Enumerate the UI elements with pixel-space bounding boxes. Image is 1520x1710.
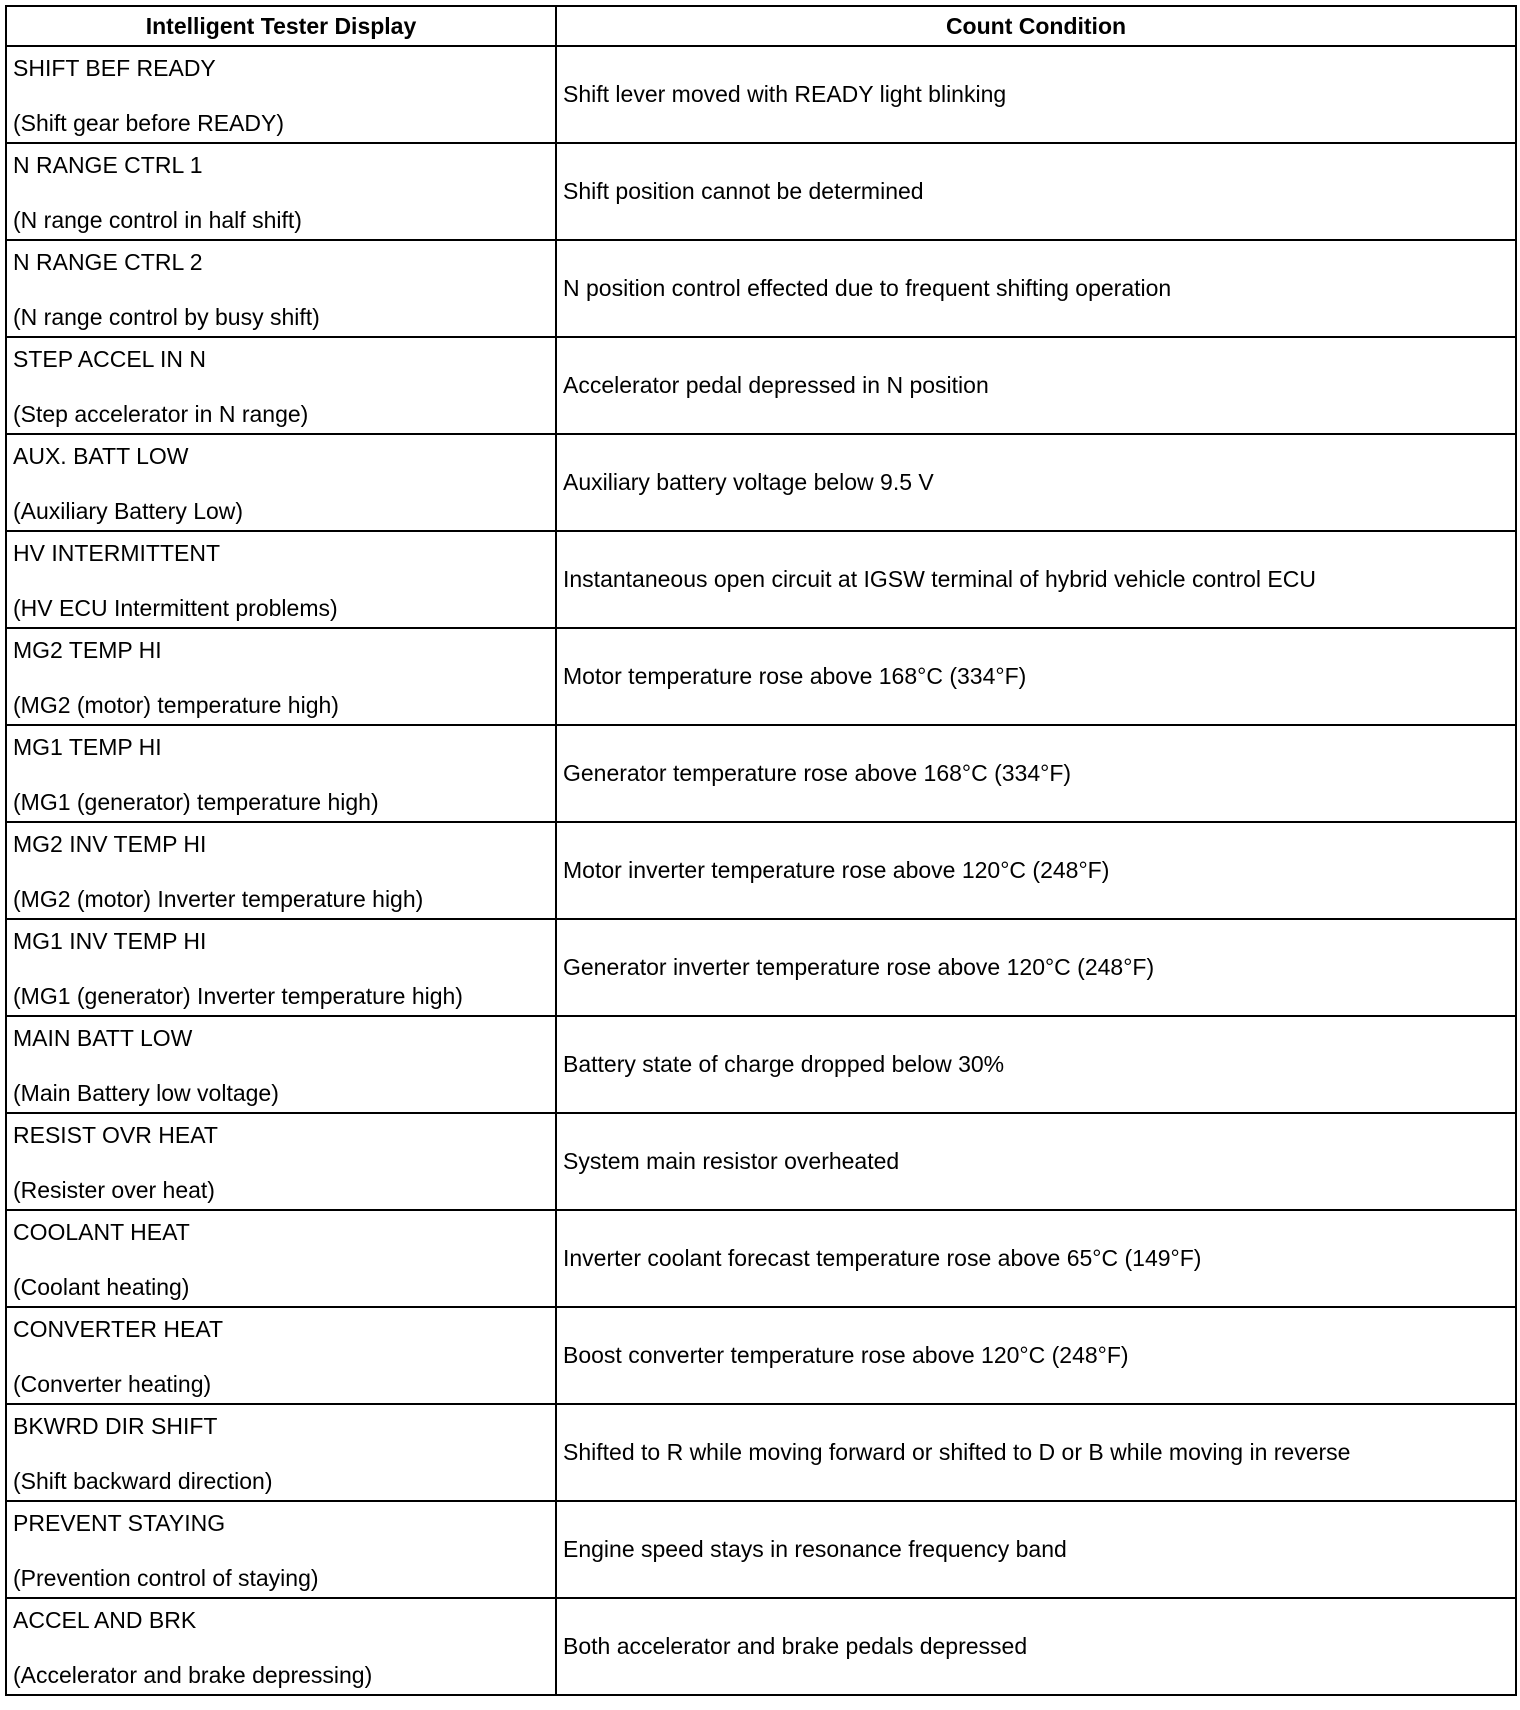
display-description: (HV ECU Intermittent problems) bbox=[13, 595, 338, 621]
table-row bbox=[6, 240, 1516, 337]
tester-display-cell bbox=[6, 143, 556, 240]
display-code: SHIFT BEF READY bbox=[13, 55, 216, 81]
display-description: (Auxiliary Battery Low) bbox=[13, 498, 244, 524]
tester-display-cell bbox=[6, 725, 556, 822]
count-condition-cell: N position control effected due to frequent shifting operation bbox=[556, 240, 1516, 337]
tester-display-cell bbox=[6, 1501, 556, 1598]
display-description: (MG2 (motor) Inverter temperature high) bbox=[13, 886, 424, 912]
tester-display-cell bbox=[6, 1307, 556, 1404]
count-condition-cell: Engine speed stays in resonance frequency band bbox=[556, 1501, 1516, 1598]
display-description: (Shift backward direction) bbox=[13, 1468, 273, 1494]
table-row bbox=[6, 434, 1516, 531]
count-condition-cell: Boost converter temperature rose above 120°C (248°F) bbox=[556, 1307, 1516, 1404]
tester-display-cell bbox=[6, 919, 556, 1016]
table-row bbox=[6, 1210, 1516, 1307]
table-row bbox=[6, 46, 1516, 143]
display-description: (MG1 (generator) temperature high) bbox=[13, 789, 379, 815]
display-code: MG2 INV TEMP HI bbox=[13, 831, 207, 857]
display-description: (Prevention control of staying) bbox=[13, 1565, 319, 1591]
count-condition-cell: Shifted to R while moving forward or shifted to D or B while moving in reverse bbox=[556, 1404, 1516, 1501]
count-condition-cell: Motor inverter temperature rose above 120°C (248°F) bbox=[556, 822, 1516, 919]
display-description: (MG2 (motor) temperature high) bbox=[13, 692, 339, 718]
count-condition-cell: Accelerator pedal depressed in N position bbox=[556, 337, 1516, 434]
display-code: MG2 TEMP HI bbox=[13, 637, 162, 663]
count-condition-cell: Generator inverter temperature rose above 120°C (248°F) bbox=[556, 919, 1516, 1016]
display-code: CONVERTER HEAT bbox=[13, 1316, 224, 1342]
table-body bbox=[6, 46, 1516, 1695]
display-code: HV INTERMITTENT bbox=[13, 540, 220, 566]
display-code: N RANGE CTRL 2 bbox=[13, 249, 203, 275]
count-condition-cell: Shift position cannot be determined bbox=[556, 143, 1516, 240]
table-row bbox=[6, 1404, 1516, 1501]
display-code: MG1 TEMP HI bbox=[13, 734, 162, 760]
count-condition-cell: Shift lever moved with READY light blinking bbox=[556, 46, 1516, 143]
display-description: (MG1 (generator) Inverter temperature high) bbox=[13, 983, 463, 1009]
count-condition-table bbox=[5, 5, 1517, 1696]
table-row bbox=[6, 1016, 1516, 1113]
count-condition-cell: Generator temperature rose above 168°C (334°F) bbox=[556, 725, 1516, 822]
display-description: (Accelerator and brake depressing) bbox=[13, 1662, 373, 1688]
display-code: ACCEL AND BRK bbox=[13, 1607, 197, 1633]
display-description: (N range control in half shift) bbox=[13, 207, 302, 233]
display-description: (Main Battery low voltage) bbox=[13, 1080, 279, 1106]
display-code: AUX. BATT LOW bbox=[13, 443, 189, 469]
tester-display-cell bbox=[6, 434, 556, 531]
tester-display-cell bbox=[6, 1598, 556, 1695]
display-code: N RANGE CTRL 1 bbox=[13, 152, 203, 178]
table-row bbox=[6, 531, 1516, 628]
count-condition-cell: Both accelerator and brake pedals depressed bbox=[556, 1598, 1516, 1695]
display-code: RESIST OVR HEAT bbox=[13, 1122, 218, 1148]
count-condition-cell: System main resistor overheated bbox=[556, 1113, 1516, 1210]
tester-display-cell bbox=[6, 337, 556, 434]
display-code: MAIN BATT LOW bbox=[13, 1025, 193, 1051]
tester-display-cell bbox=[6, 628, 556, 725]
display-description: (Shift gear before READY) bbox=[13, 110, 285, 136]
header-tester-display: Intelligent Tester Display bbox=[6, 6, 556, 46]
display-description: (Resister over heat) bbox=[13, 1177, 215, 1203]
count-condition-cell: Instantaneous open circuit at IGSW terminal of hybrid vehicle control ECU bbox=[556, 531, 1516, 628]
tester-display-cell bbox=[6, 1404, 556, 1501]
display-description: (Converter heating) bbox=[13, 1371, 212, 1397]
count-condition-cell: Motor temperature rose above 168°C (334°F) bbox=[556, 628, 1516, 725]
table-row bbox=[6, 822, 1516, 919]
tester-display-cell bbox=[6, 822, 556, 919]
display-description: (Coolant heating) bbox=[13, 1274, 190, 1300]
display-description: (N range control by busy shift) bbox=[13, 304, 320, 330]
display-description: (Step accelerator in N range) bbox=[13, 401, 309, 427]
tester-display-cell bbox=[6, 46, 556, 143]
tester-display-cell bbox=[6, 1113, 556, 1210]
tester-display-cell bbox=[6, 1016, 556, 1113]
display-code: MG1 INV TEMP HI bbox=[13, 928, 207, 954]
tester-display-cell bbox=[6, 240, 556, 337]
header-row bbox=[6, 6, 1516, 46]
table-row bbox=[6, 628, 1516, 725]
table-row bbox=[6, 1113, 1516, 1210]
table-row bbox=[6, 1598, 1516, 1695]
header-count-condition: Count Condition bbox=[556, 6, 1516, 46]
count-condition-cell: Inverter coolant forecast temperature rose above 65°C (149°F) bbox=[556, 1210, 1516, 1307]
tester-display-cell bbox=[6, 531, 556, 628]
table-row bbox=[6, 919, 1516, 1016]
display-code: STEP ACCEL IN N bbox=[13, 346, 207, 372]
table-row bbox=[6, 1501, 1516, 1598]
display-code: COOLANT HEAT bbox=[13, 1219, 190, 1245]
table-row bbox=[6, 725, 1516, 822]
count-condition-cell: Auxiliary battery voltage below 9.5 V bbox=[556, 434, 1516, 531]
count-condition-cell: Battery state of charge dropped below 30% bbox=[556, 1016, 1516, 1113]
display-code: BKWRD DIR SHIFT bbox=[13, 1413, 218, 1439]
tester-display-cell bbox=[6, 1210, 556, 1307]
table-row bbox=[6, 1307, 1516, 1404]
table-row bbox=[6, 337, 1516, 434]
display-code: PREVENT STAYING bbox=[13, 1510, 226, 1536]
table-row bbox=[6, 143, 1516, 240]
